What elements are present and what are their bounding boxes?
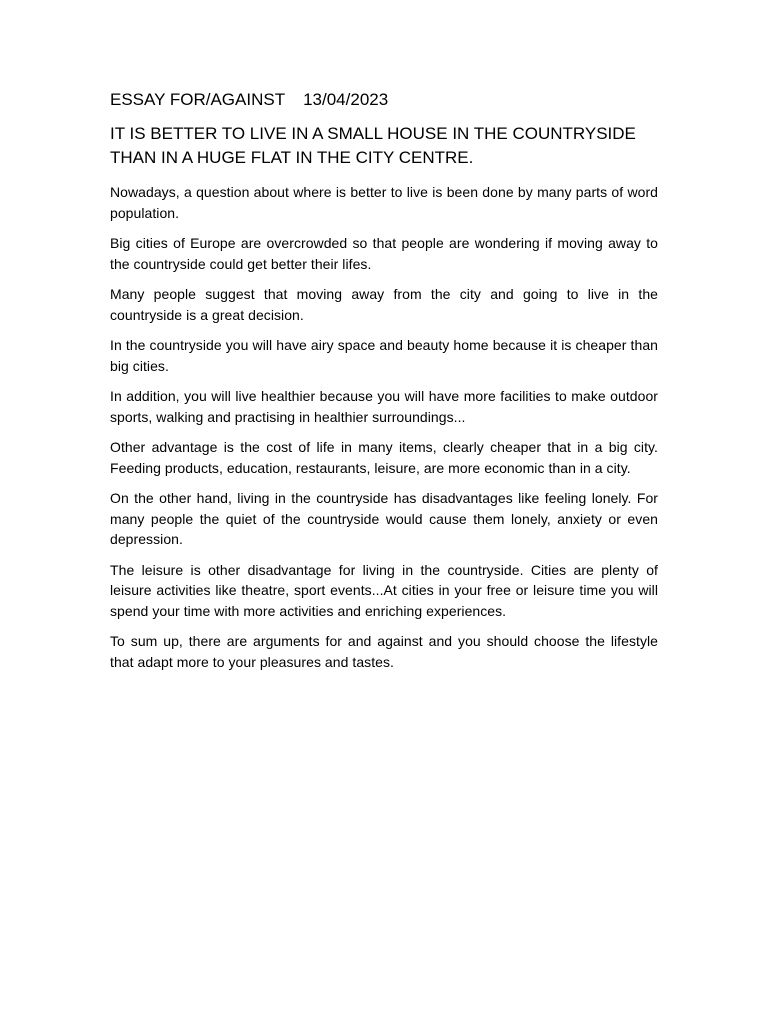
essay-date: 13/04/2023 bbox=[303, 90, 389, 109]
essay-paragraph-3: Many people suggest that moving away from the city and going to live in the countryside is a great decision. bbox=[110, 286, 658, 323]
essay-paragraph-2: Big cities of Europe are overcrowded so that people are wondering if moving away to the countryside could get better their lifes. bbox=[110, 235, 658, 272]
essay-paragraph-6: Other advantage is the cost of life in many items, clearly cheaper that in a big city. Feeding products, education, restaurants, leisure, are more economic than in a city. bbox=[110, 439, 658, 476]
essay-paragraph-4: In the countryside you will have airy space and beauty home because it is cheaper than big cities. bbox=[110, 337, 658, 374]
essay-paragraph-1: Nowadays, a question about where is better to live is been done by many parts of word population. bbox=[110, 184, 658, 221]
essay-heading bbox=[110, 88, 658, 112]
essay-paragraph-8: The leisure is other disadvantage for living in the countryside. Cities are plenty of leisure activities like theatre, sport events...At cities in your free or leisure time you will spend your time with more activities and enriching experiences. bbox=[110, 561, 658, 619]
essay-paragraph-5: In addition, you will live healthier because you will have more facilities to make outdoor sports, walking and practising in healthier surroundings... bbox=[110, 388, 658, 425]
essay-paragraph-9: To sum up, there are arguments for and against and you should choose the lifestyle that adapt more to your pleasures and tastes. bbox=[110, 633, 658, 670]
essay-paragraph-7: On the other hand, living in the countryside has disadvantages like feeling lonely. For many people the quiet of the countryside would cause them lonely, anxiety or even depression. bbox=[110, 490, 658, 547]
essay-title: IT IS BETTER TO LIVE IN A SMALL HOUSE IN THE COUNTRYSIDE THAN IN A HUGE FLAT IN THE CITY CENTRE. bbox=[110, 124, 636, 167]
essay-page bbox=[110, 88, 658, 682]
essay-type-label: ESSAY FOR/AGAINST bbox=[110, 90, 286, 109]
